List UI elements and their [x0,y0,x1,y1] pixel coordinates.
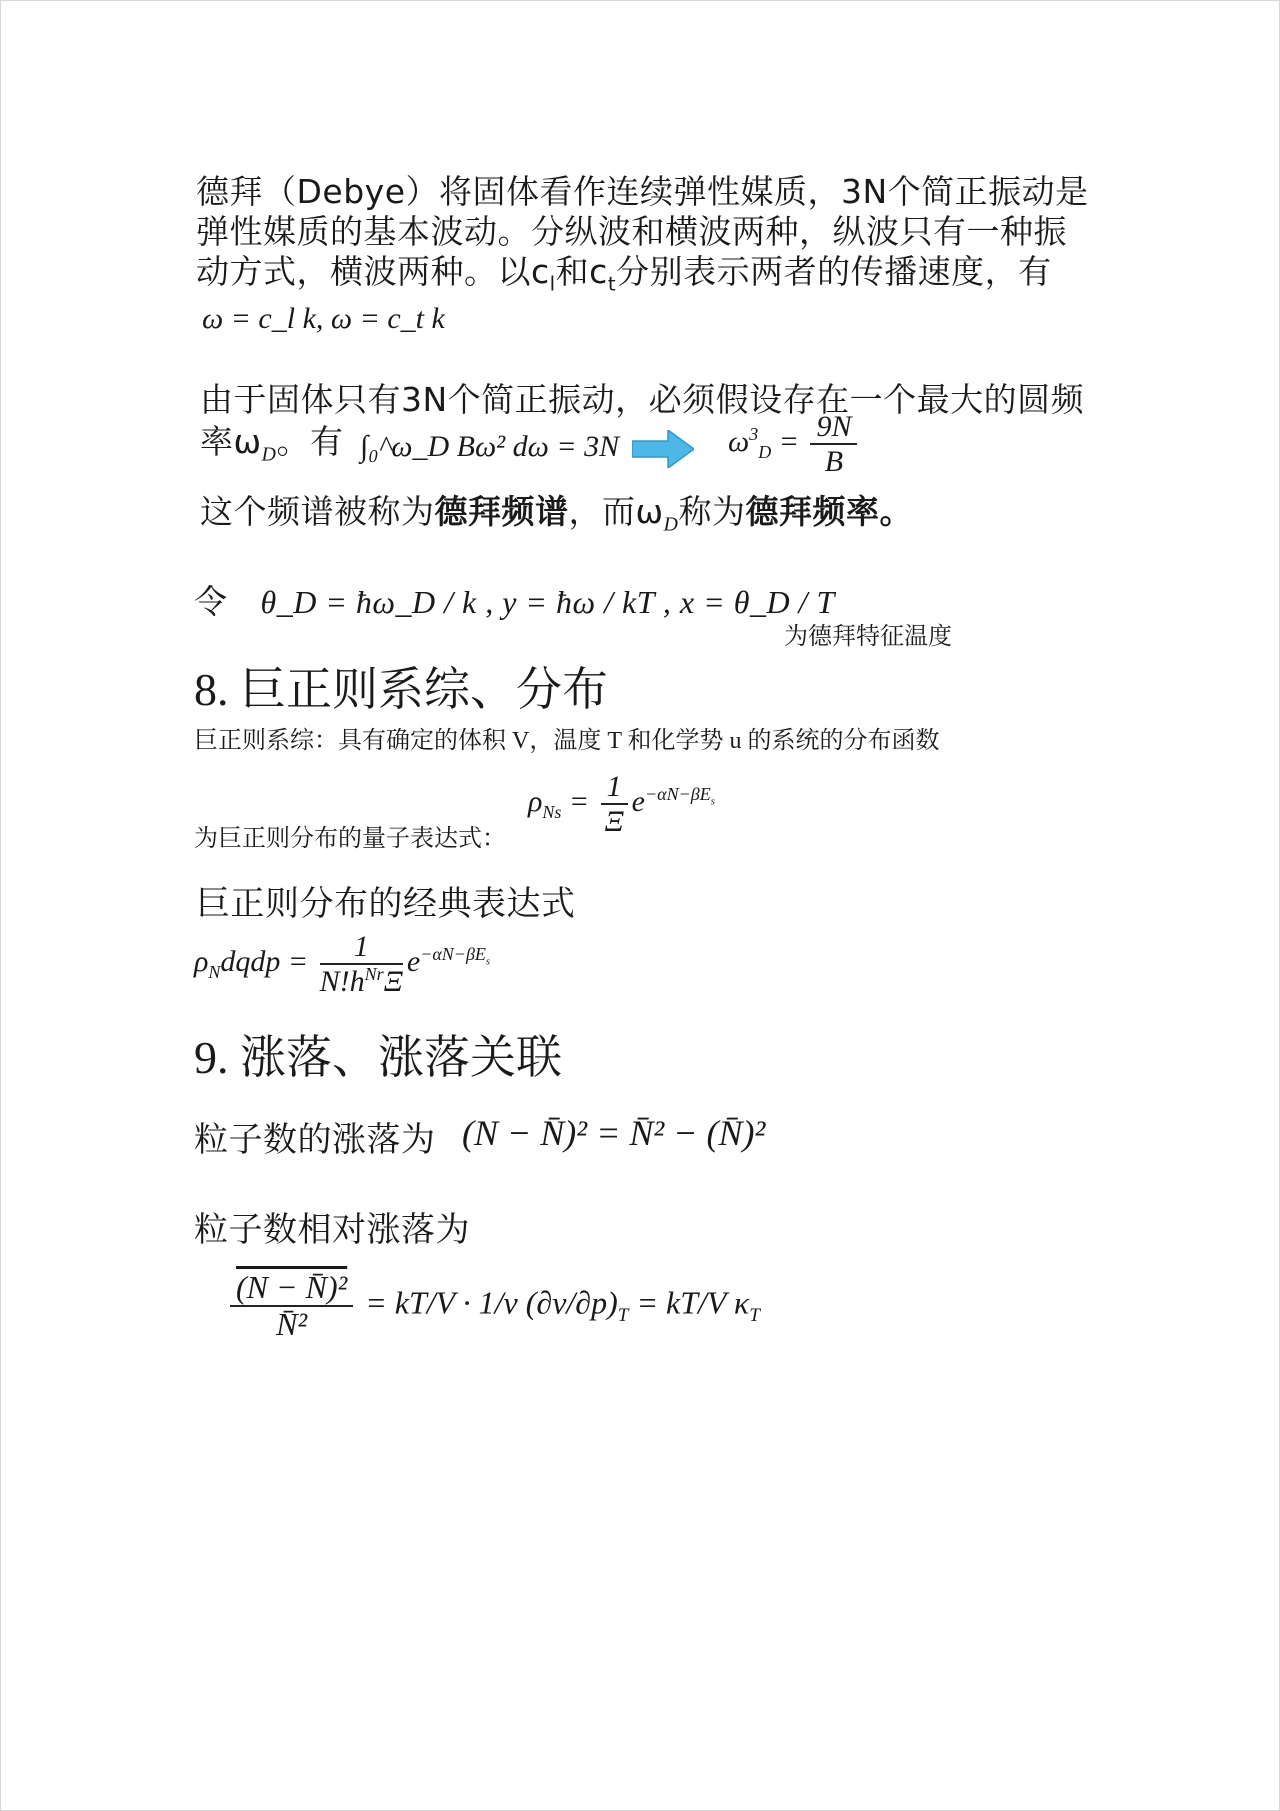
classical-fraction: $\frac{1}{N!h^{Nr}\Xi}$ [319,930,403,998]
quantum-fraction: $\frac{1}{\Xi}$ [601,770,628,838]
let-formula: θ_D = ħω_D / k , y = ħω / kT , x = θ_D / T [260,584,835,620]
debye-line-1: 德拜（Debye）将固体看作连续弹性媒质，3N个简正振动是 [196,172,1089,211]
fluctuation-label: 粒子数的涨落为 [194,1120,436,1160]
debye-line-3: 动方式，横波两种。以$c_l$和$c_t$分别表示两者的传播速度，有 [196,252,1052,296]
section-8-heading: 8. 巨正则系综、分布 [194,664,608,715]
result-fraction: $\frac{9N}{B}$ [810,410,857,478]
classical-expression-formula: $\rho_Ndqdp$ = $\frac{1}{N!h^{Nr}\Xi}$ $e^{-\alpha N-\beta E_s}$ [194,930,491,998]
relative-fluctuation-label: 粒子数相对涨落为 [194,1210,470,1250]
quantum-expression-formula: $\rho_{Ns}$ = $\frac{1}{\Xi}$ $e^{-\alpha N-\beta E_s}$ [528,770,715,838]
max-frequency-line-1: 由于固体只有3N个简正振动，必须假设存在一个最大的圆频 [200,380,1085,419]
fluctuation-formula: (N − N̄)² = N̄² − (N̄)² [462,1113,766,1153]
integral-formula: ∫₀^ω_D Bω² dω = 3N [360,430,620,463]
debye-frequency-result: $\omega^3_D$ = $\frac{9N}{B}$ [728,410,861,478]
let-line: 令 θ_D = ħω_D / k , y = ħω / kT , x = θ_D / T [194,582,835,621]
quantum-expression-label: 为巨正则分布的量子表达式： [194,826,506,852]
grand-canonical-definition: 巨正则系综：具有确定的体积 V，温度 T 和化学势 u 的系统的分布函数 [194,728,940,754]
debye-paragraph [196,172,1096,305]
relative-fluctuation-formula: $\frac{\text{(N − N̄)²}}{\text{N̄²}}$ = kT/V · 1/v $(\partial v/\partial p)_T = kT/V$ $\kappa_T$ [226,1270,760,1342]
relative-fraction: $\frac{\text{(N − N̄)²}}{\text{N̄²}}$ [230,1270,353,1342]
right-arrow-icon [632,430,694,468]
max-frequency-line-2: 率$\omega_D$。有 [200,422,344,466]
debye-temperature-note: 为德拜特征温度 [784,624,952,650]
debye-line-2: 弹性媒质的基本波动。分纵波和横波两种，纵波只有一种振 [196,212,1067,251]
classical-expression-heading: 巨正则分布的经典表达式 [196,884,576,924]
section-9-heading: 9. 涨落、涨落关联 [194,1032,562,1083]
dispersion-formula: ω = c_l k, ω = c_t k [202,302,445,335]
spectrum-line: 这个频谱被称为德拜频谱，而$\omega_D$称为德拜频率。 [200,492,913,536]
